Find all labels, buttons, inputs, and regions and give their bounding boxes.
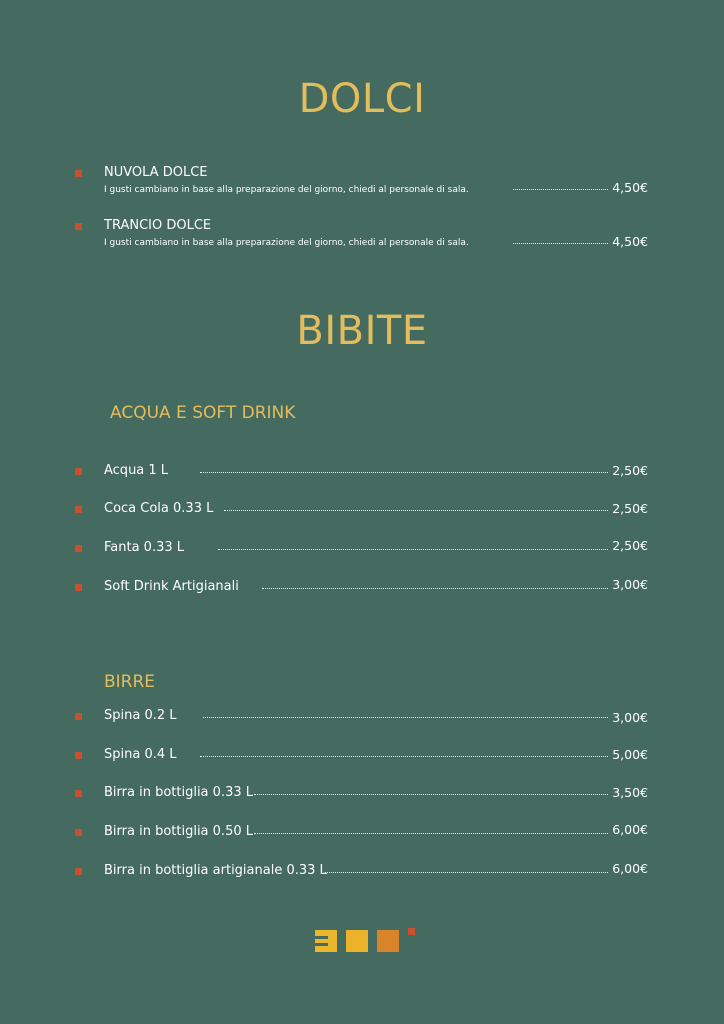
menu-item [75, 824, 648, 846]
item-price: 2,50€ [612, 501, 648, 516]
bullet-icon [75, 223, 82, 230]
item-name: Soft Drink Artigianali [104, 579, 239, 594]
item-price: 5,00€ [612, 747, 648, 762]
bibite-title: BIBITE [296, 308, 428, 354]
item-name: Acqua 1 L [104, 463, 169, 478]
soft-drink-subtitle: ACQUA E SOFT DRINK [110, 403, 296, 423]
menu-item [75, 463, 648, 485]
item-name: Spina 0.2 L [104, 708, 177, 723]
dot-leader [200, 756, 608, 757]
dot-leader [203, 717, 608, 718]
dolci-title: DOLCI [298, 76, 426, 122]
bullet-icon [75, 829, 82, 836]
menu-item [75, 747, 648, 769]
menu-item [75, 579, 648, 601]
item-price: 2,50€ [612, 463, 648, 478]
dot-leader [224, 510, 608, 511]
bullet-icon [75, 752, 82, 759]
item-price: 3,00€ [612, 577, 648, 592]
menu-item [75, 218, 648, 249]
dot-leader [200, 472, 608, 473]
bullet-icon [75, 545, 82, 552]
item-price: 6,00€ [612, 861, 648, 876]
bullet-icon [75, 584, 82, 591]
menu-item [75, 501, 648, 523]
item-name: Birra in bottiglia 0.33 L [104, 785, 253, 800]
dot-leader [325, 872, 608, 873]
dot-leader [218, 549, 608, 550]
bullet-icon [75, 790, 82, 797]
bullet-icon [75, 713, 82, 720]
item-description: I gusti cambiano in base alla preparazione del giorno, chiedi al personale di sala. [104, 185, 469, 195]
item-description: I gusti cambiano in base alla preparazione del giorno, chiedi al personale di sala. [104, 238, 469, 248]
item-name: Birra in bottiglia artigianale 0.33 L [104, 863, 327, 878]
bullet-icon [75, 170, 82, 177]
menu-item [75, 165, 648, 195]
dot-leader [254, 833, 608, 834]
item-name: Birra in bottiglia 0.50 L [104, 824, 253, 839]
menu-item [75, 708, 648, 730]
item-price: 2,50€ [612, 538, 648, 553]
item-price: 3,50€ [612, 785, 648, 800]
item-name: TRANCIO DOLCE [104, 218, 212, 233]
menu-item [75, 785, 648, 807]
item-price: 6,00€ [612, 822, 648, 837]
item-name: NUVOLA DOLCE [104, 165, 208, 180]
item-price: 4,50€ [612, 180, 648, 195]
item-name: Fanta 0.33 L [104, 540, 185, 555]
menu-item [75, 863, 648, 885]
item-price: 3,00€ [612, 710, 648, 725]
dot-leader [513, 243, 608, 244]
bullet-icon [75, 468, 82, 475]
item-name: Spina 0.4 L [104, 747, 177, 762]
dot-leader [254, 794, 608, 795]
bullet-icon [75, 506, 82, 513]
birre-subtitle: BIRRE [104, 672, 156, 692]
item-name: Coca Cola 0.33 L [104, 501, 214, 516]
item-price: 4,50€ [612, 234, 648, 249]
brand-logo-icon [315, 928, 415, 952]
menu-item [75, 540, 648, 562]
bullet-icon [75, 868, 82, 875]
dot-leader [262, 588, 608, 589]
dot-leader [513, 189, 608, 190]
